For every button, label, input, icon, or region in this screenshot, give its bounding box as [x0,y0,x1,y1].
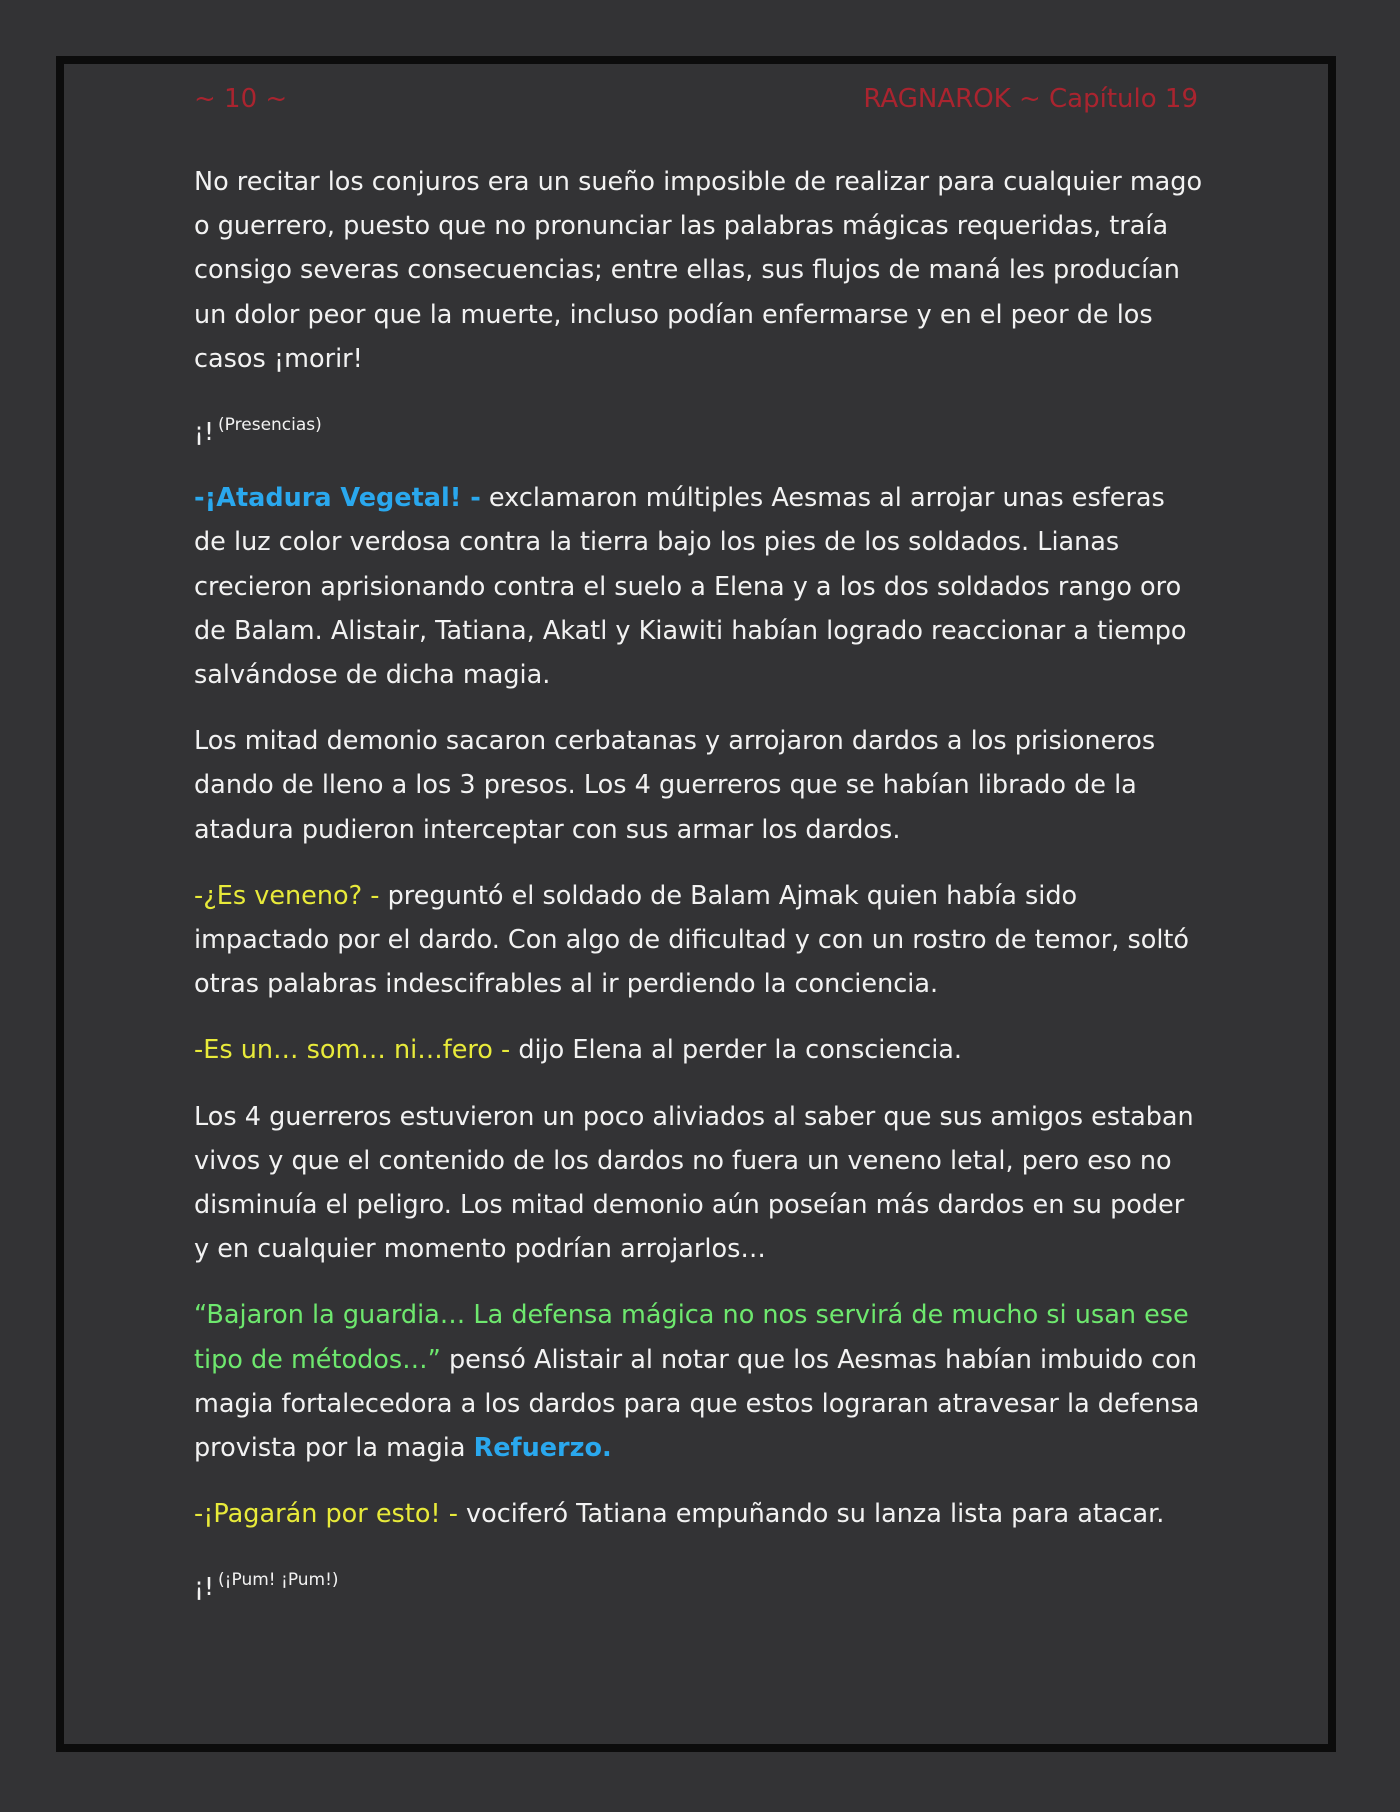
spell-period: . [602,1433,612,1464]
sfx-mark: ¡! [194,1572,215,1602]
dialog-pagaran: -¡Pagarán por esto! - [194,1499,458,1530]
paragraph-7 [194,1293,1204,1470]
dialog-es-veneno: -¿Es veneno? - [194,880,380,911]
chapter-title: RAGNAROK ~ Capítulo 19 [863,84,1198,114]
paragraph-6: Los 4 guerreros estuvieron un poco aliviados al saber que sus amigos estaban vivos y que el contenido de los dardos no fuera un veneno letal, pero eso no disminuía el peligro. Los mitad demonio aún poseían más dardos en su poder y en cualquier momento podrían arrojarlos… [194,1101,1194,1265]
page-body [194,160,1204,1632]
spell-refuerzo: Refuerzo [473,1433,602,1464]
sfx-note: (Presencias) [218,415,322,436]
paragraph-4-text: preguntó el soldado de Balam Ajmak quien había sido impactado por el dardo. Con algo de dificultad y con un rostro de temor, soltó otras palabras indescifrables al ir perdiendo la conciencia. [194,880,1190,1000]
sfx-mark: ¡! [194,417,215,447]
paragraph-1: No recitar los conjuros era un sueño imposible de realizar para cualquier mago o guerrero, puesto que no pronunciar las palabras mágicas requeridas, traía consigo severas consecuencias; entre ellas, sus flujos de maná les producían un dolor peor que la muerte, incluso podían enfermarse y en el peor de los casos ¡morir! [194,167,1203,374]
dialog-somnifero: -Es un… som… ni…fero - [194,1035,511,1066]
sfx-note: (¡Pum! ¡Pum!) [218,1570,339,1591]
page-header [194,84,1198,124]
page-number: ~ 10 ~ [194,84,288,114]
paragraph-7-text: pensó Alistair al notar que los Aesmas habían imbuido con magia fortalecedora a los dardos para que estos lograran atravesar la defensa provista por la magia [194,1344,1200,1464]
paragraph-3: Los mitad demonio sacaron cerbatanas y arrojaron dardos a los prisioneros dando de lleno a los 3 presos. Los 4 guerreros que se habían librado de la atadura pudieron interceptar con sus armar los dardos. [194,726,1156,845]
paragraph-5-text: dijo Elena al perder la consciencia. [510,1035,963,1066]
thought-alistair: “Bajaron la guardia… La defensa mágica no nos servirá de mucho si usan ese tipo de métodos…” [194,1300,1189,1375]
paragraph-2 [194,476,1204,697]
paragraph-5 [194,1028,1204,1072]
paragraph-2-text: exclamaron múltiples Aesmas al arrojar unas esferas de luz color verdosa contra la tierra bajo los pies de los soldados. Lianas crecieron aprisionando contra el suelo a Elena y a los dos soldados rango oro de Balam. Alistair, Tatiana, Akatl y Kiawiti habían logrado reaccionar a tiempo salvándose de dicha magia. [194,483,1187,691]
sound-effect-presencias [194,403,1204,454]
paragraph-4 [194,874,1204,1007]
paragraph-8 [194,1492,1204,1536]
spell-atadura-vegetal: -¡Atadura Vegetal! - [194,483,481,514]
sound-effect-pum [194,1558,1204,1609]
paragraph-8-text: vociferó Tatiana empuñando su lanza lista para atacar. [457,1499,1165,1530]
